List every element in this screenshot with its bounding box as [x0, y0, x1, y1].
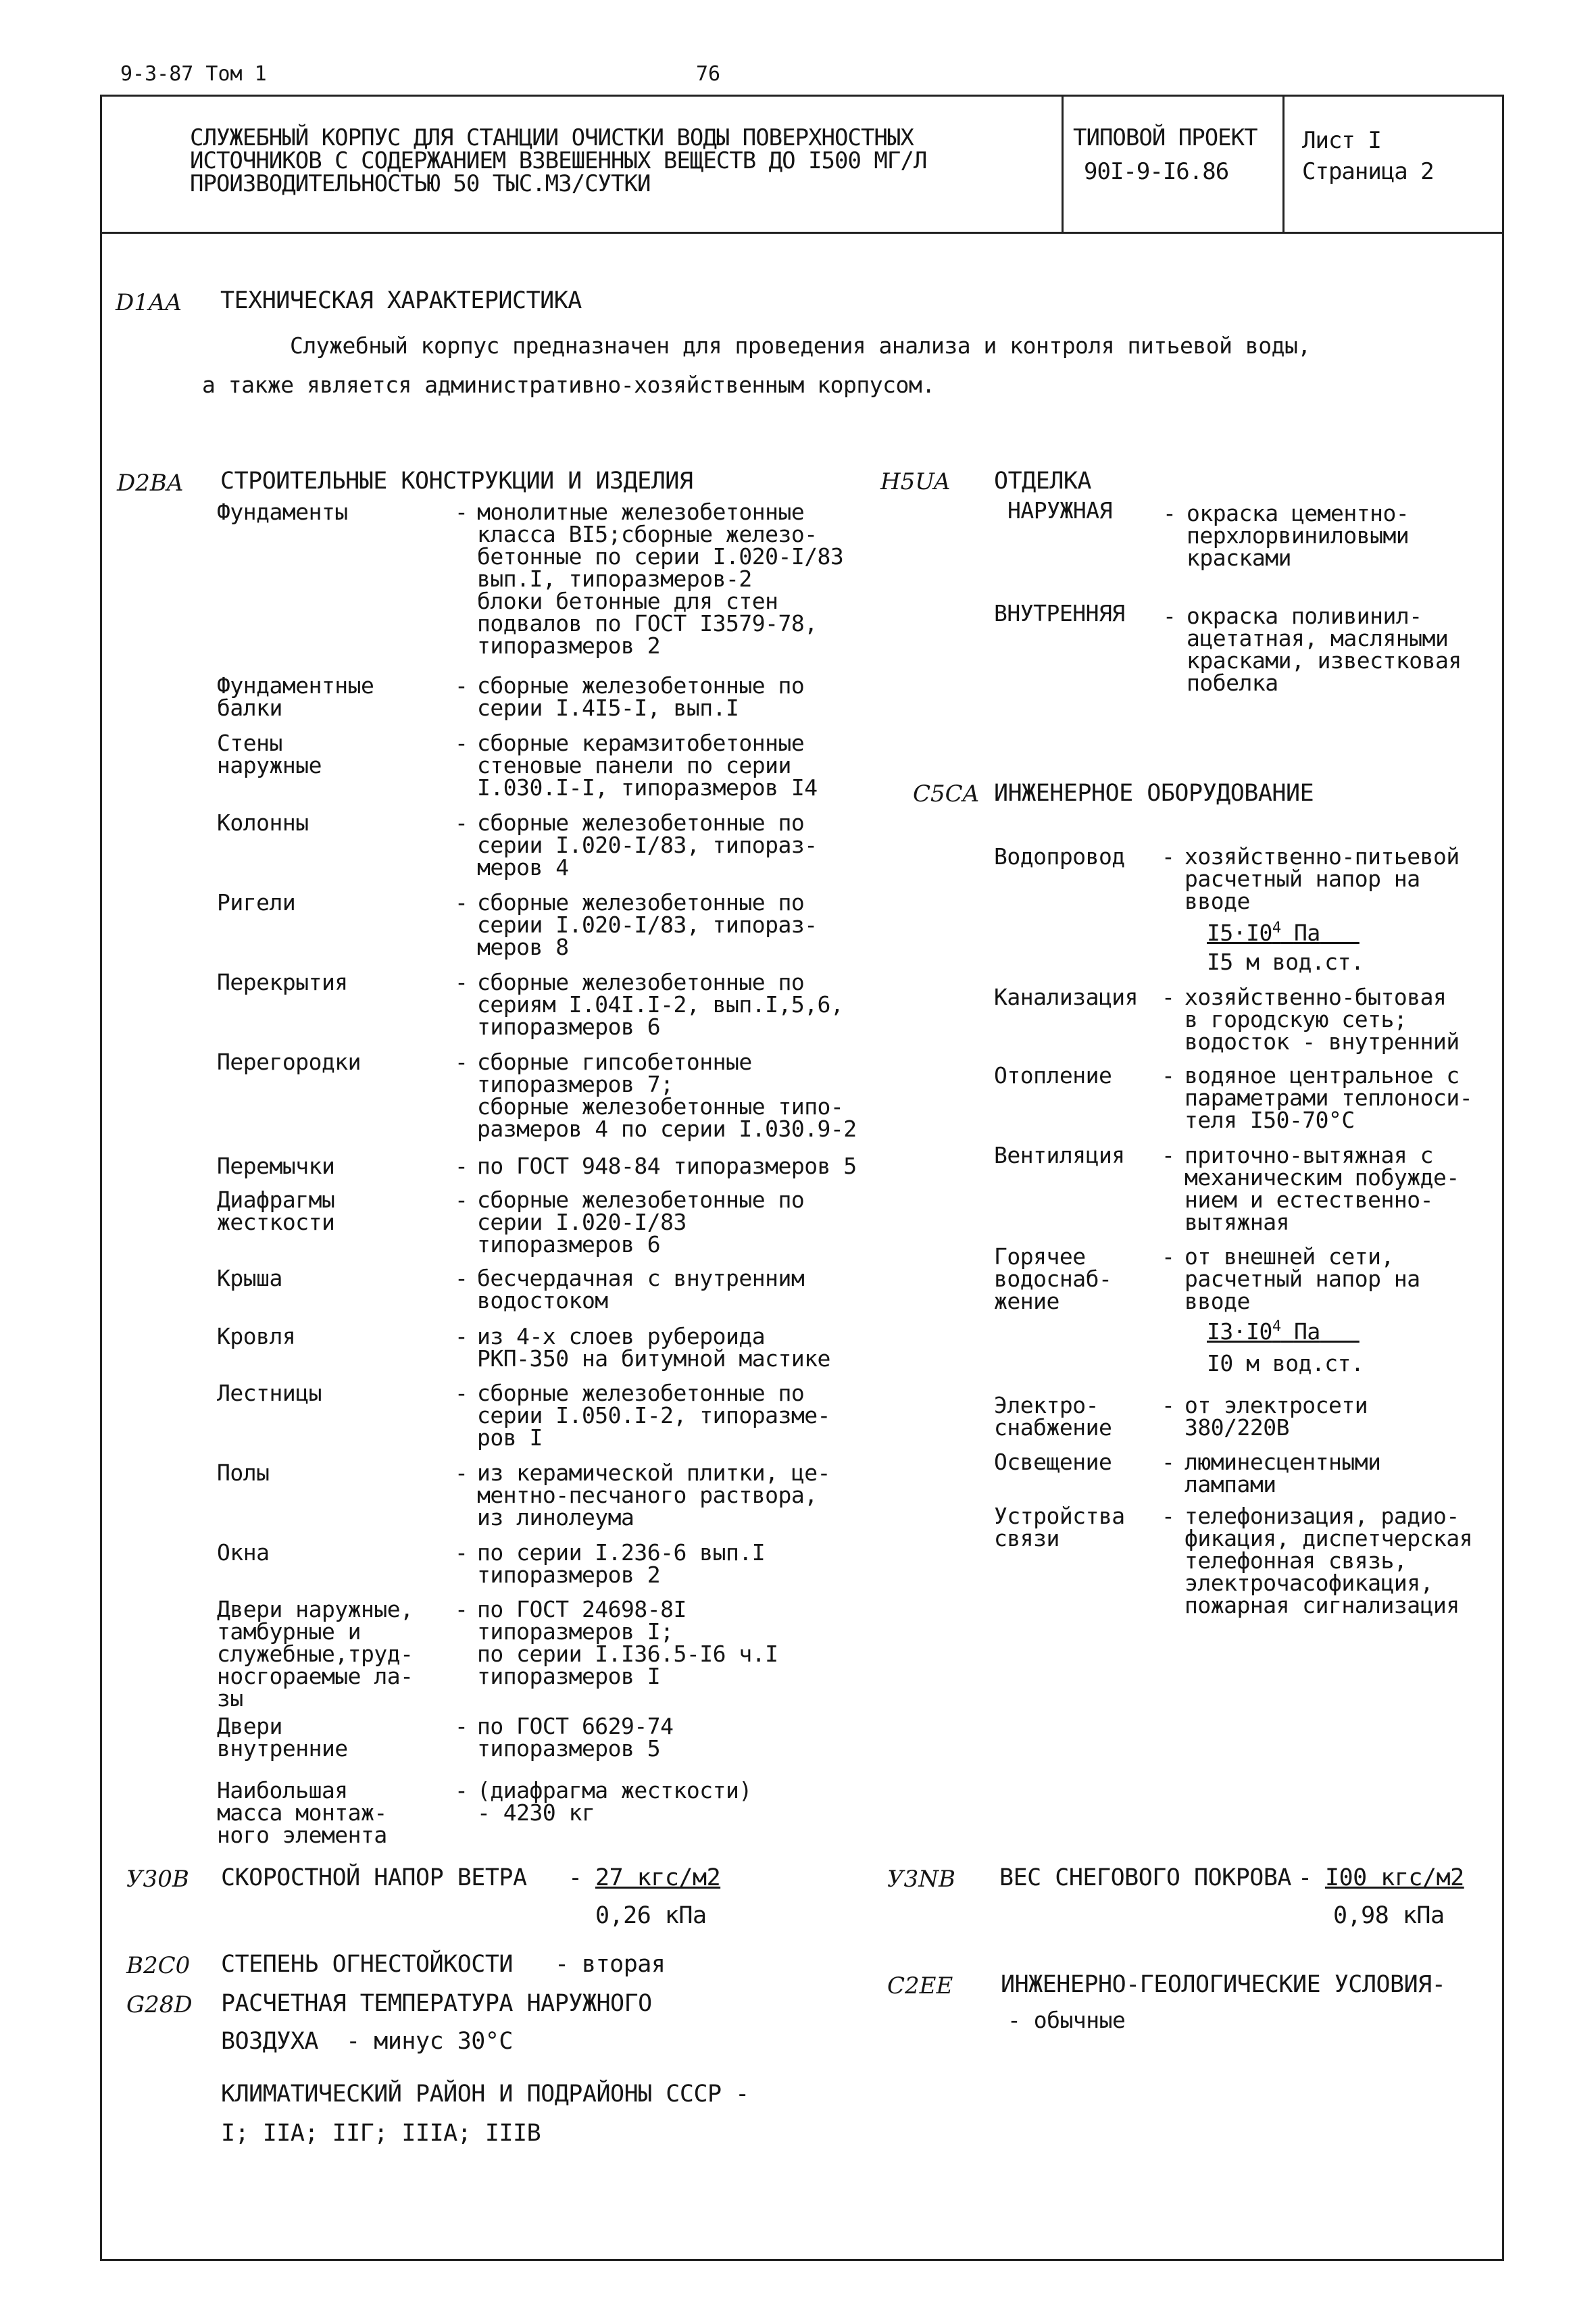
geo-label: ИНЖЕНЕРНО-ГЕОЛОГИЧЕСКИЕ УСЛОВИЯ-: [1001, 1971, 1446, 1998]
project-label: ТИПОВОЙ ПРОЕКТ: [1073, 124, 1257, 151]
structures-label: Крыша: [217, 1265, 282, 1291]
equipment-label: Канализация: [994, 984, 1139, 1010]
equipment-label: Отопление: [994, 1062, 1112, 1089]
dash: -: [1162, 1449, 1175, 1475]
structures-label: Лестницы: [217, 1380, 322, 1406]
finish-label: ВНУТРЕННЯЯ: [994, 600, 1125, 626]
wind-label: СКОРОСТНОЙ НАПОР ВЕТРА: [221, 1864, 527, 1891]
snow-label: ВЕС СНЕГОВОГО ПОКРОВА: [999, 1864, 1292, 1891]
page-frame: [100, 95, 1504, 2261]
dash: -: [455, 499, 468, 525]
dash: -: [555, 1951, 569, 1978]
equipment-label: Горячее водоснаб- жение: [994, 1243, 1112, 1314]
structures-label: Диафрагмы жесткости: [217, 1187, 335, 1235]
title-cell: [102, 97, 1064, 232]
dash: -: [568, 1864, 582, 1891]
snow-code: У3NB: [887, 1866, 955, 1893]
structures-label: Наибольшая масса монтаж- ного элемента: [217, 1777, 387, 1848]
structures-title: СТРОИТЕЛЬНЫЕ КОНСТРУКЦИИ И ИЗДЕЛИЯ: [220, 468, 693, 495]
wind-code: У30В: [126, 1866, 189, 1893]
equipment-label: Вентиляция: [994, 1142, 1125, 1168]
equipment-value: от внешней сети, расчетный напор на вводе: [1184, 1243, 1420, 1314]
dash: -: [455, 730, 468, 756]
structures-code: D2BA: [117, 470, 184, 497]
structures-value: по ГОСТ 948-84 типоразмеров 5: [477, 1153, 857, 1179]
dash: -: [455, 672, 468, 699]
water-pressure-base: I5·I0: [1207, 920, 1272, 946]
tech-code: D1AA: [116, 289, 182, 316]
title-block: [102, 97, 1502, 234]
structures-label: Двери внутренние: [217, 1713, 348, 1762]
structures-label: Перегородки: [217, 1049, 361, 1075]
structures-value: бесчердачная с внутренним водостоком: [477, 1265, 805, 1314]
structures-label: Ригели: [217, 889, 296, 916]
hotwater-pressure-alt: I0 м вод.ст.: [1207, 1350, 1364, 1376]
dash: -: [455, 889, 468, 916]
dash: -: [1298, 1864, 1312, 1891]
dash: -: [1162, 1503, 1175, 1529]
tech-title: ТЕХНИЧЕСКАЯ ХАРАКТЕРИСТИКА: [220, 287, 582, 314]
temp-line-2: ВОЗДУХА - минус 30°С: [221, 2028, 514, 2055]
finish-value: окраска цементно- перхлорвиниловыми красками: [1187, 500, 1410, 571]
temp-line-1: РАСЧЕТНАЯ ТЕМПЕРАТУРА НАРУЖНОГО: [221, 1990, 652, 2017]
dash: -: [1163, 603, 1176, 629]
structures-value: по ГОСТ 6629-74 типоразмеров 5: [477, 1713, 674, 1762]
wind-value-2: 0,26 кПа: [595, 1902, 707, 1929]
hotwater-pressure-base: I3·I0: [1207, 1318, 1272, 1345]
structures-label: Стены наружные: [217, 730, 322, 778]
structures-label: Перекрытия: [217, 969, 348, 995]
geo-value: - обычные: [1007, 2007, 1126, 2033]
sheet-label: Лист I: [1302, 127, 1381, 154]
structures-label: Перемычки: [217, 1153, 335, 1179]
dash: -: [1162, 1243, 1175, 1270]
equipment-value: от электросети 380/220В: [1184, 1392, 1368, 1441]
series-label: 9-3-87 Том 1: [120, 62, 267, 86]
structures-value: сборные гипсобетонные типоразмеров 7; сборные железобетонные типо- размеров 4 по серии I.030.9-2: [477, 1049, 857, 1142]
dash: -: [455, 1187, 468, 1213]
water-pressure: [1207, 917, 1360, 944]
hotwater-pressure: [1207, 1316, 1360, 1343]
structures-label: Фундаменты: [217, 499, 348, 525]
climate-line-1: КЛИМАТИЧЕСКИЙ РАЙОН И ПОДРАЙОНЫ СССР -: [221, 2081, 749, 2108]
project-cell: [1064, 97, 1285, 232]
structures-value: по ГОСТ 24698-8I типоразмеров I; по серии I.I36.5-I6 ч.I типоразмеров I: [477, 1596, 778, 1689]
dash: -: [455, 1380, 468, 1406]
dash: -: [455, 1596, 468, 1622]
snow-value-2: 0,98 кПа: [1333, 1902, 1445, 1929]
dash: -: [455, 1153, 468, 1179]
water-pressure-unit: Па: [1293, 920, 1320, 946]
fire-value: вторая: [582, 1951, 666, 1978]
equipment-value: хозяйственно-питьевой расчетный напор на вводе: [1184, 843, 1460, 914]
structures-label: Полы: [217, 1460, 270, 1486]
structures-value: монолитные железобетонные класса BI5;сборные железо- бетонные по серии I.020-I/83 вып.I, типоразмеров-2 блоки бетонные для стен подвалов по ГОСТ I3579-78, типоразмеров 2: [477, 499, 844, 659]
structures-value: по серии I.236-6 вып.I типоразмеров 2: [477, 1539, 766, 1588]
title-line-2: ИСТОЧНИКОВ С СОДЕРЖАНИЕМ ВЗВЕШЕННЫХ ВЕЩЕСТВ ДО I500 МГ/Л: [190, 147, 927, 174]
structures-label: Фундаментные балки: [217, 672, 374, 721]
equipment-label: Водопровод: [994, 843, 1125, 870]
structures-value: сборные керамзитобетонные стеновые панели по серии I.030.I-I, типоразмеров I4: [477, 730, 818, 801]
equipment-label: Электро- снабжение: [994, 1392, 1112, 1441]
equipment-value: приточно-вытяжная с механическим побужде- нием и естественно- вытяжная: [1184, 1142, 1460, 1235]
page-label: Страница 2: [1302, 158, 1434, 185]
snow-value-1: I00 кгс/м2: [1325, 1864, 1464, 1891]
structures-value: из 4-х слоев рубероида РКП-350 на битумной мастике: [477, 1323, 830, 1372]
wind-value-1: 27 кгс/м2: [595, 1864, 721, 1891]
equipment-value: хозяйственно-бытовая в городскую сеть; водосток - внутренний: [1184, 984, 1460, 1055]
tech-line-1: Служебный корпус предназначен для проведения анализа и контроля питьевой воды,: [290, 332, 1311, 359]
structures-value: сборные железобетонные по серии I.020-I/83, типораз- меров 8: [477, 889, 818, 960]
equipment-title: ИНЖЕНЕРНОЕ ОБОРУДОВАНИЕ: [994, 780, 1314, 807]
dash: -: [455, 1460, 468, 1486]
hotwater-pressure-exp: 4: [1272, 1318, 1281, 1335]
dash: -: [455, 1049, 468, 1075]
dash: -: [1162, 843, 1175, 870]
page-number: 76: [696, 62, 721, 86]
title-line-1: СЛУЖЕБНЫЙ КОРПУС ДЛЯ СТАНЦИИ ОЧИСТКИ ВОДЫ ПОВЕРХНОСТНЫХ: [190, 124, 914, 151]
dash: -: [455, 1539, 468, 1566]
structures-label: Окна: [217, 1539, 270, 1566]
equipment-label: Освещение: [994, 1449, 1112, 1475]
equipment-value: телефонизация, радио- фикация, диспетчерская телефонная связь, электрочасофикация, пожарная сигнализация: [1184, 1503, 1473, 1618]
structures-value: из керамической плитки, це- ментно-песчаного раствора, из линолеума: [477, 1460, 830, 1530]
fire-code: В2С0: [126, 1952, 191, 1979]
dash: -: [1162, 984, 1175, 1010]
dash: -: [1162, 1062, 1175, 1089]
geo-code: С2ЕЕ: [887, 1972, 953, 1999]
dash: -: [455, 1323, 468, 1349]
dash: -: [1163, 500, 1176, 526]
dash: -: [455, 1777, 468, 1803]
water-pressure-alt: I5 м вод.ст.: [1207, 949, 1364, 975]
dash: -: [1162, 1142, 1175, 1168]
climate-line-2: I; IIА; IIГ; IIIА; IIIВ: [221, 2120, 541, 2147]
equipment-value: водяное центральное с параметрами теплоноси- теля I50-70°С: [1184, 1062, 1473, 1133]
structures-value: сборные железобетонные по сериям I.04I.I-2, вып.I,5,6, типоразмеров 6: [477, 969, 844, 1040]
structures-value: сборные железобетонные по серии I.020-I/83, типораз- меров 4: [477, 810, 818, 880]
project-number: 90I-9-I6.86: [1084, 158, 1229, 185]
equipment-code: C5CA: [913, 780, 980, 807]
title-line-3: ПРОИЗВОДИТЕЛЬНОСТЬЮ 50 ТЫС.М3/СУТКИ: [190, 170, 651, 197]
finish-value: окраска поливинил- ацетатная, масляными красками, известковая побелка: [1187, 603, 1462, 696]
finish-title: ОТДЕЛКА: [994, 468, 1092, 495]
structures-value: сборные железобетонные по серии I.050.I-2, типоразме- ров I: [477, 1380, 830, 1451]
fire-label: СТЕПЕНЬ ОГНЕСТОЙКОСТИ: [221, 1951, 514, 1978]
temp-code: G28D: [126, 1991, 193, 2018]
dash: -: [455, 810, 468, 836]
dash: -: [455, 969, 468, 995]
dash: -: [455, 1713, 468, 1739]
structures-label: Колонны: [217, 810, 309, 836]
equipment-value: люминесцентными лампами: [1184, 1449, 1381, 1497]
water-pressure-exp: 4: [1272, 920, 1281, 937]
tech-line-2: а также является административно-хозяйственным корпусом.: [202, 372, 935, 398]
structures-value: сборные железобетонные по серии I.4I5-I, вып.I: [477, 672, 805, 721]
sheet-cell: [1285, 97, 1502, 232]
hotwater-pressure-unit: Па: [1293, 1318, 1320, 1345]
dash: -: [455, 1265, 468, 1291]
structures-label: Кровля: [217, 1323, 296, 1349]
structures-label: Двери наружные, тамбурные и служебные,труд- носгораемые ла- зы: [217, 1596, 414, 1712]
dash: -: [1162, 1392, 1175, 1418]
finish-code: H5UA: [880, 468, 951, 495]
finish-label: НАРУЖНАЯ: [1007, 497, 1112, 524]
structures-value: сборные железобетонные по серии I.020-I/83 типоразмеров 6: [477, 1187, 805, 1258]
structures-value: (диафрагма жесткости) - 4230 кг: [477, 1777, 752, 1826]
equipment-label: Устройства связи: [994, 1503, 1125, 1551]
